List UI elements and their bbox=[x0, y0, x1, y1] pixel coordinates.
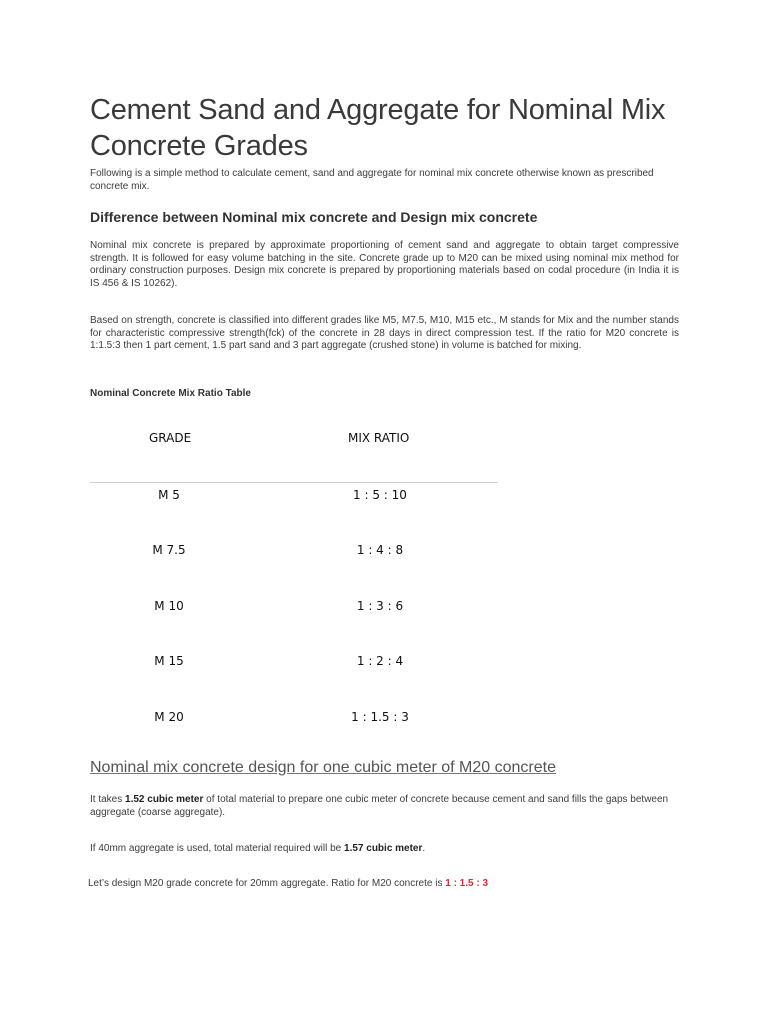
grade-cell: M 7.5 bbox=[152, 543, 186, 557]
p3-text-after: of total material to prepare one cubic meter of concrete because cement and sand fills the gaps between aggregate (coarse aggregate). bbox=[90, 794, 669, 818]
grade-cell: M 15 bbox=[154, 654, 184, 668]
grade-cell: M 5 bbox=[158, 488, 180, 502]
concrete-grades-paragraph: Based on strength, concrete is classified into different grades like M5, M7.5, M10, M15 etc., M stands for Mix and the number stands for characteristic compressive strength(fck) of the concrete in 28 days in direct compression test. If the ratio for M20 concrete is 1:1.5:3 then 1 part cement, 1.5 part sand and 3 part aggregate (crushed stone) in volume is batched for mixing. bbox=[90, 315, 679, 352]
table-header-grade: GRADE bbox=[149, 431, 192, 445]
total-material-paragraph bbox=[90, 794, 679, 819]
ratio-cell: 1 : 2 : 4 bbox=[356, 654, 404, 668]
p3-text-before: It takes bbox=[90, 794, 126, 805]
p4-text-after: . bbox=[422, 843, 426, 854]
intro-paragraph: Following is a simple method to calculate cement, sand and aggregate for nominal mix concrete otherwise known as prescribed concrete mix. bbox=[90, 168, 654, 192]
ratio-cell: 1 : 4 : 8 bbox=[356, 543, 404, 557]
p4-bold-value: 1.57 cubic meter bbox=[344, 843, 423, 854]
ratio-cell: 1 : 5 : 10 bbox=[353, 488, 407, 502]
aggregate-40mm-paragraph bbox=[90, 843, 679, 856]
p3-bold-value: 1.52 cubic meter bbox=[125, 794, 204, 805]
ratio-cell: 1 : 3 : 6 bbox=[356, 599, 404, 613]
grade-cell: M 20 bbox=[154, 710, 184, 724]
page-title: Cement Sand and Aggregate for Nominal Mix Concrete Grades bbox=[90, 94, 666, 162]
m20-ratio-highlight: 1 : 1.5 : 3 bbox=[445, 878, 489, 889]
p5-text-before: Let’s design M20 grade concrete for 20mm aggregate. Ratio for M20 concrete is bbox=[88, 878, 446, 889]
p4-text-before: If 40mm aggregate is used, total material required will be bbox=[90, 843, 345, 854]
table-caption: Nominal Concrete Mix Ratio Table bbox=[90, 388, 251, 399]
section-heading: Difference between Nominal mix concrete and Design mix concrete bbox=[90, 209, 538, 225]
grade-cell: M 10 bbox=[154, 599, 184, 613]
table-header-mix-ratio: MIX RATIO bbox=[348, 431, 410, 445]
m20-design-link-heading[interactable]: Nominal mix concrete design for one cubic meter of M20 concrete bbox=[90, 759, 556, 776]
table-divider bbox=[90, 482, 498, 483]
m20-design-paragraph bbox=[88, 878, 677, 891]
nominal-vs-design-paragraph: Nominal mix concrete is prepared by approximate proportioning of cement sand and aggregate to obtain target compressive strength. It is followed for easy volume batching in the site. Concrete grade up to M20 can be mixed using nominal mix method for ordinary construction purposes. Design mix concrete is prepared by proportioning materials based on codal procedure (in India it is IS 456 & IS 10262). bbox=[90, 240, 679, 289]
ratio-cell: 1 : 1.5 : 3 bbox=[351, 710, 409, 724]
